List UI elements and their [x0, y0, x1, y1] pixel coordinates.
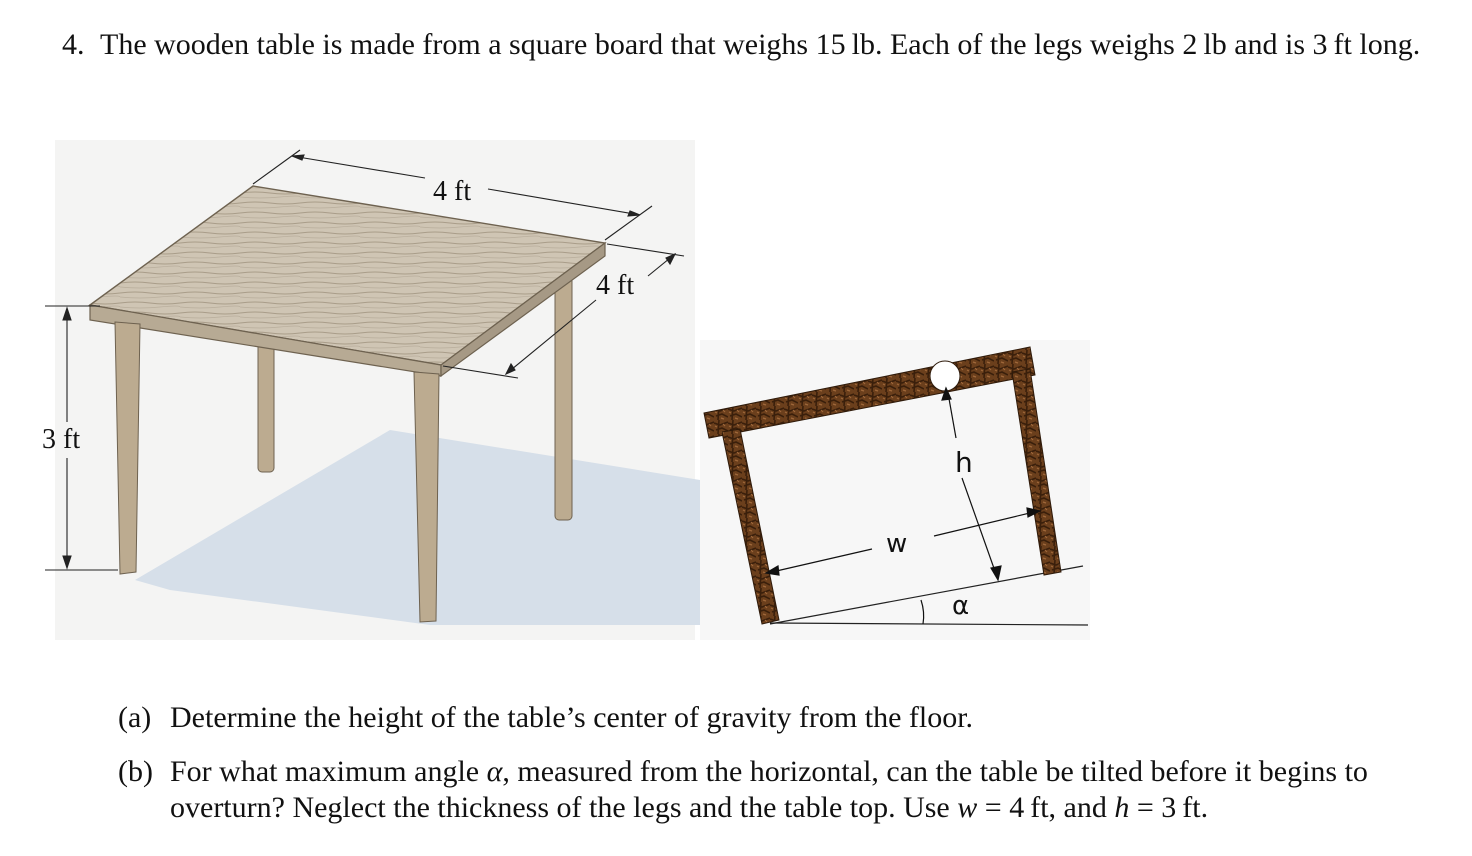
part-b-text-1: For what maximum angle [170, 755, 487, 788]
question-parts [118, 700, 1458, 844]
leg-front-left [115, 322, 140, 574]
dim-h-label: h [955, 446, 973, 479]
dim-top-label: 4 ft [433, 176, 472, 207]
part-b-alpha: α [486, 755, 503, 788]
problem-number: 4. [62, 28, 85, 61]
dim-w-label: w [886, 529, 908, 559]
part-b-eq-h: = 3 ft. [1129, 791, 1209, 824]
part-b-eq-w: = 4 ft, and [977, 791, 1115, 824]
part-a-text: Determine the height of the table’s center of gravity from the floor. [170, 701, 974, 734]
dim-height-label: 3 ft [42, 424, 81, 455]
tilted-table-figure [700, 340, 1090, 640]
center-of-gravity-marker [930, 361, 960, 391]
angle-label: α [952, 591, 970, 621]
leg-back-right [555, 255, 572, 520]
part-b-label: (b) [118, 755, 153, 788]
part-b-text-2: , measured from the horizontal, can the table be tilted before it begins to overturn? Neglect the thickness of the legs and the table top. Use [170, 755, 1368, 824]
part-b-w: w [957, 791, 978, 824]
leg-back-left [258, 330, 274, 472]
problem-text: The wooden table is made from a square board that weighs 15 lb. Each of the legs weighs 2 lb and is 3 ft long. [100, 28, 1421, 61]
part-b-h: h [1114, 791, 1130, 824]
part-a-label: (a) [118, 701, 152, 734]
part-b [118, 754, 1458, 826]
part-a [118, 700, 1458, 736]
dim-side-label: 4 ft [596, 270, 635, 301]
table-figure [42, 140, 700, 640]
